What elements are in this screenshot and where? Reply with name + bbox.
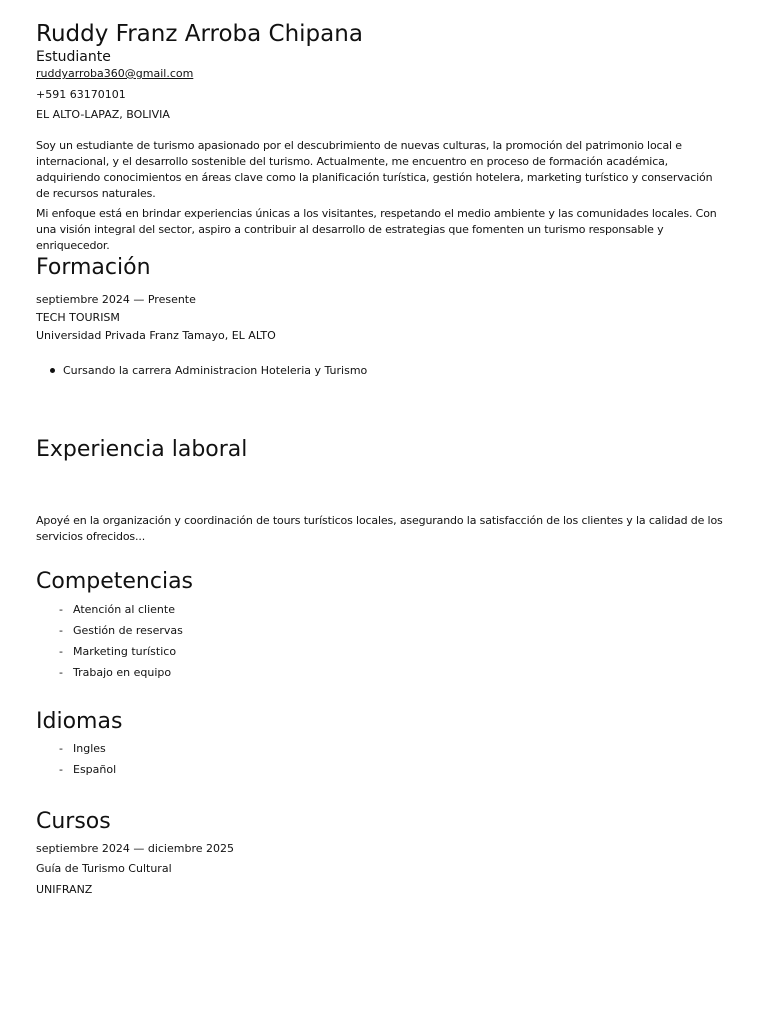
candidate-name: Ruddy Franz Arroba Chipana	[36, 21, 363, 47]
candidate-role: Estudiante	[36, 49, 111, 65]
education-dates: septiembre 2024 — Presente	[36, 293, 196, 306]
profile-paragraph-1: Soy un estudiante de turismo apasionado por el descubrimiento de nuevas culturas, la promoción del patrimonio local e internacional, y el desarrollo sostenible del turismo. Actualmente, me encuentro en proceso de formación académica, adquiriendo conocimientos en áreas clave como la planificación turística, gestión hotelera, marketing turístico y conservación de recursos naturales.	[36, 139, 713, 200]
course-dates: septiembre 2024 — diciembre 2025	[36, 842, 234, 855]
bullet-icon	[50, 368, 55, 373]
experience-heading: Experiencia laboral	[36, 437, 248, 462]
list-item	[36, 599, 183, 620]
dash-icon: -	[59, 603, 63, 616]
email-link[interactable]: ruddyarroba360@gmail.com	[36, 67, 194, 80]
skill-label: Gestión de reservas	[73, 624, 183, 637]
list-item	[36, 738, 116, 759]
dash-icon: -	[59, 645, 63, 658]
languages-heading: Idiomas	[36, 709, 123, 734]
experience-description: Apoyé en la organización y coordinación de tours turísticos locales, asegurando la satisfacción de los clientes y la calidad de los servicios ofrecidos...	[36, 514, 723, 543]
skill-label: Trabajo en equipo	[73, 666, 172, 679]
education-institution: Universidad Privada Franz Tamayo, EL ALTO	[36, 329, 276, 342]
list-item	[36, 620, 183, 641]
profile-paragraph-2: Mi enfoque está en brindar experiencias únicas a los visitantes, respetando el medio ambiente y las comunidades locales. Con una visión integral del sector, aspiro a contribuir al desarrollo de estrategias que fomenten un turismo responsable y enriquecedor.	[36, 207, 717, 252]
languages-list	[36, 738, 116, 780]
phone-number: +591 63170101	[36, 88, 126, 101]
education-program: TECH TOURISM	[36, 311, 120, 324]
skill-label: Atención al cliente	[73, 603, 175, 616]
dash-icon: -	[59, 666, 63, 679]
skills-list	[36, 599, 183, 683]
education-bullet-text: Cursando la carrera Administracion Hoteleria y Turismo	[63, 364, 368, 377]
education-heading: Formación	[36, 255, 151, 280]
course-title: Guía de Turismo Cultural	[36, 862, 172, 875]
list-item	[50, 363, 367, 379]
language-label: Español	[73, 763, 117, 776]
dash-icon: -	[59, 742, 63, 755]
location: EL ALTO-LAPAZ, BOLIVIA	[36, 108, 170, 121]
courses-heading: Cursos	[36, 809, 111, 834]
skills-heading: Competencias	[36, 569, 194, 594]
dash-icon: -	[59, 624, 63, 637]
list-item	[36, 662, 183, 683]
course-institution: UNIFRANZ	[36, 883, 93, 896]
list-item	[36, 759, 116, 780]
skill-label: Marketing turístico	[73, 645, 177, 658]
dash-icon: -	[59, 763, 63, 776]
list-item	[36, 641, 183, 662]
language-label: Ingles	[73, 742, 106, 755]
